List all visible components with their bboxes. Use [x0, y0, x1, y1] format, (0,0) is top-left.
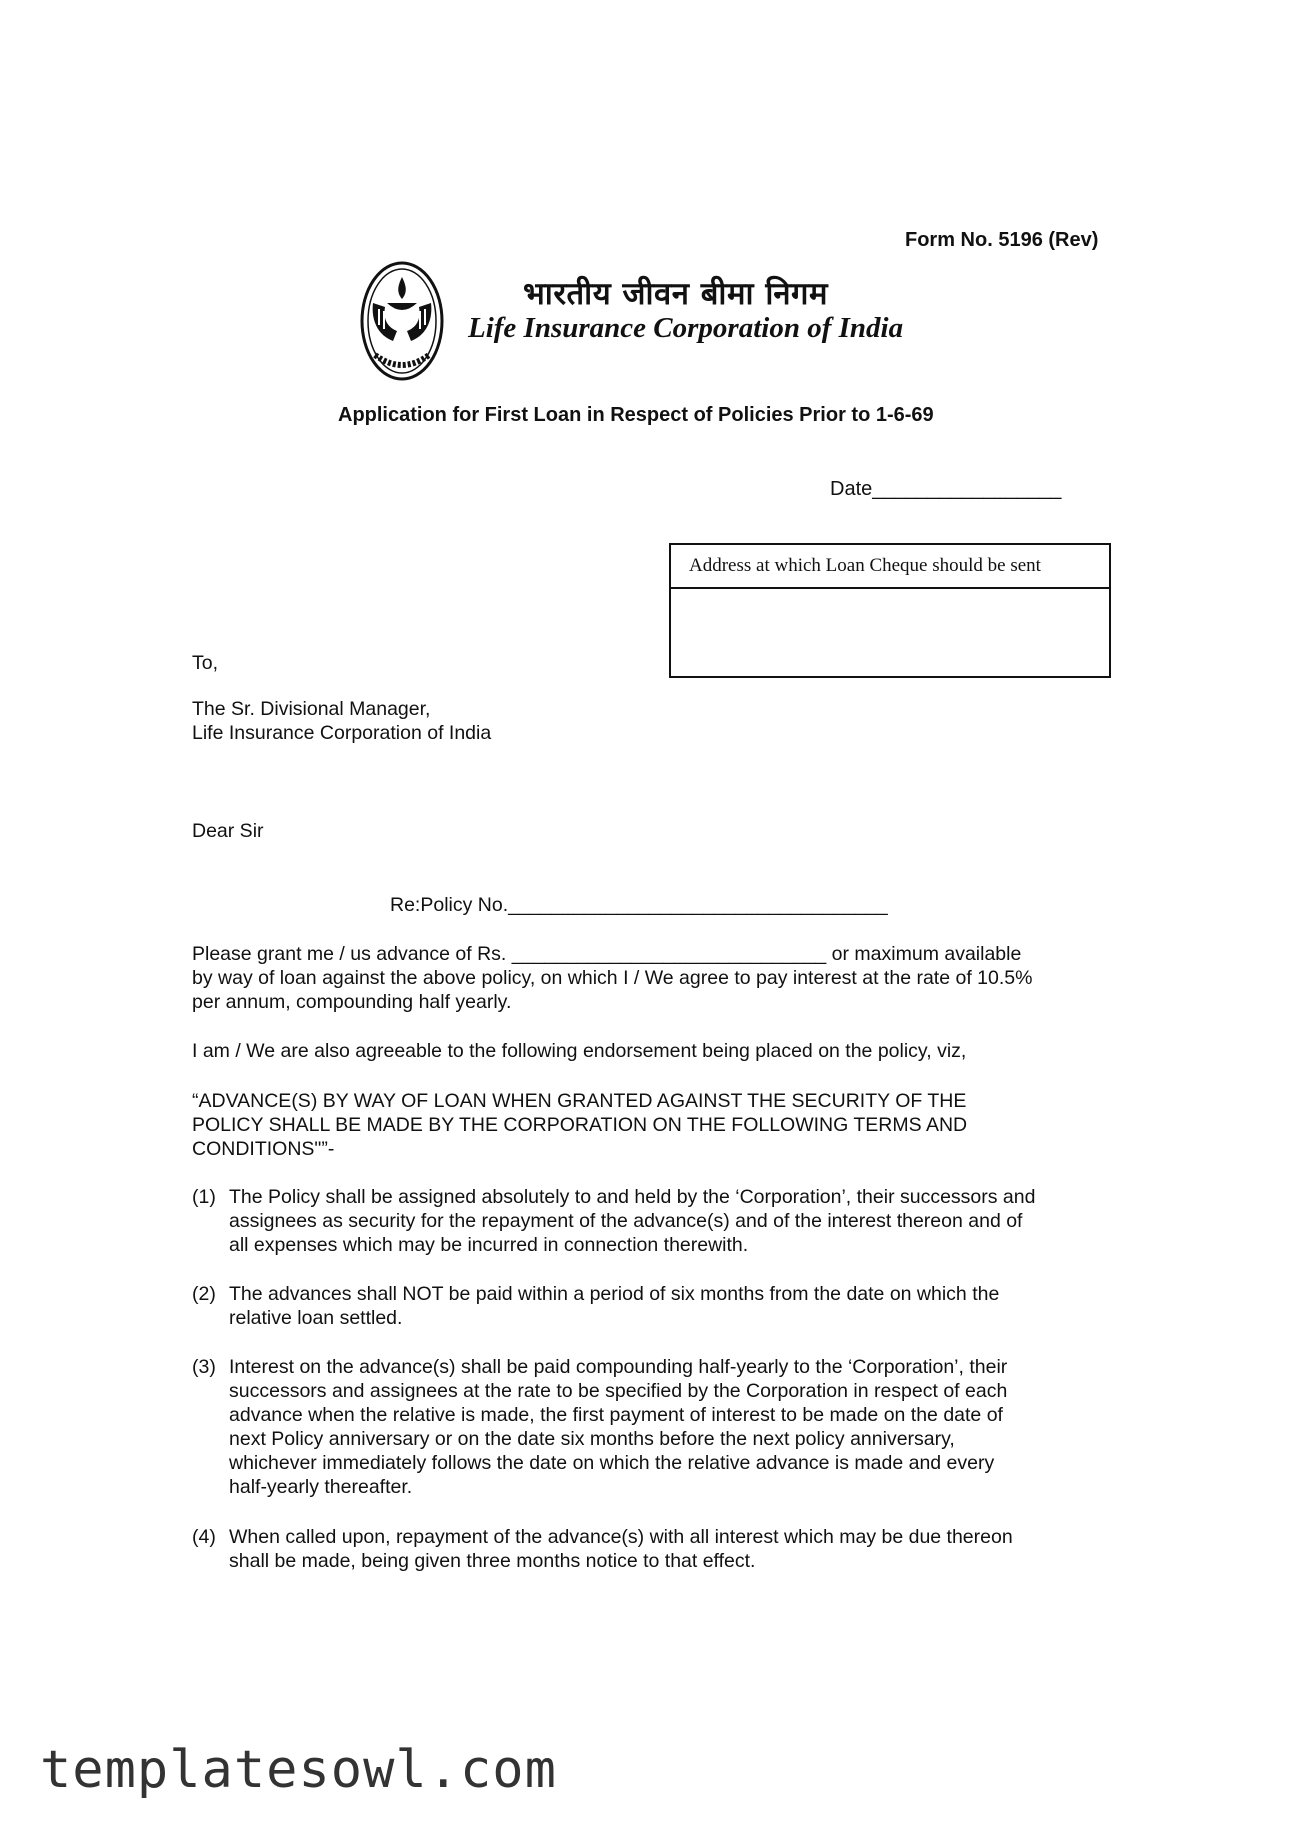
- clause-number: (1): [192, 1186, 216, 1208]
- clause-number: (4): [192, 1526, 216, 1548]
- paragraph-line: per annum, compounding half yearly.: [192, 991, 512, 1013]
- loan-request-paragraph: [192, 942, 1112, 1014]
- address-box-header: Address at which Loan Cheque should be sent: [671, 545, 1109, 589]
- clause-1: [192, 1185, 1112, 1257]
- clause-line: The Policy shall be assigned absolutely to and held by the ‘Corporation’, their successors and: [229, 1186, 1036, 1208]
- endorsement-line: CONDITIONS"”-: [192, 1138, 335, 1160]
- clause-line: half-yearly thereafter.: [229, 1476, 413, 1498]
- address-box: [669, 543, 1111, 678]
- endorsement-line: POLICY SHALL BE MADE BY THE CORPORATION ON THE FOLLOWING TERMS AND: [192, 1114, 968, 1136]
- lic-emblem-logo: [357, 259, 447, 383]
- clause-line: relative loan settled.: [229, 1307, 403, 1329]
- policy-number-field[interactable]: Re:Policy No.___________________________________: [390, 894, 888, 916]
- form-number: Form No. 5196 (Rev): [905, 229, 1099, 251]
- addressee: [192, 697, 491, 745]
- paragraph-line: Please grant me / us advance of Rs. _____________________________ or maximum available: [192, 943, 1022, 965]
- clause-line: shall be made, being given three months notice to that effect.: [229, 1550, 756, 1572]
- logo-english-name: Life Insurance Corporation of India: [468, 312, 904, 344]
- addressee-line: Life Insurance Corporation of India: [192, 722, 492, 744]
- address-input-area[interactable]: [671, 589, 1109, 676]
- watermark: templatesowl.com: [40, 1740, 557, 1800]
- clause-line: The advances shall NOT be paid within a period of six months from the date on which the: [229, 1283, 1000, 1305]
- logo-hindi-name: भारतीय जीवन बीमा निगम: [523, 276, 829, 312]
- clause-line: advance when the relative is made, the first payment of interest to be made on the date of: [229, 1404, 1003, 1426]
- endorsement-text: [192, 1089, 1072, 1161]
- form-title: Application for First Loan in Respect of Policies Prior to 1-6-69: [338, 404, 934, 426]
- clause-line: When called upon, repayment of the advance(s) with all interest which may be due thereon: [229, 1526, 1013, 1548]
- clause-number: (3): [192, 1356, 216, 1378]
- addressee-line: The Sr. Divisional Manager,: [192, 698, 431, 720]
- clause-line: whichever immediately follows the date on which the relative advance is made and every: [229, 1452, 995, 1474]
- to-label: To,: [192, 652, 219, 674]
- endorsement-line: “ADVANCE(S) BY WAY OF LOAN WHEN GRANTED AGAINST THE SECURITY OF THE: [192, 1090, 967, 1112]
- clause-line: assignees as security for the repayment of the advance(s) and of the interest thereon and of: [229, 1210, 1023, 1232]
- date-field[interactable]: Date_________________: [830, 478, 1062, 500]
- clause-line: all expenses which may be incurred in connection therewith.: [229, 1234, 749, 1256]
- clause-4: [192, 1525, 1112, 1573]
- endorsement-intro: I am / We are also agreeable to the following endorsement being placed on the policy, viz,: [192, 1040, 967, 1062]
- clause-line: Interest on the advance(s) shall be paid compounding half-yearly to the ‘Corporation’, their: [229, 1356, 1008, 1378]
- clause-3: [192, 1355, 1112, 1499]
- clause-2: [192, 1282, 1112, 1330]
- clause-number: (2): [192, 1283, 216, 1305]
- clause-line: next Policy anniversary or on the date six months before the next policy anniversary,: [229, 1428, 955, 1450]
- salutation: Dear Sir: [192, 820, 264, 842]
- clause-line: successors and assignees at the rate to be specified by the Corporation in respect of each: [229, 1380, 1008, 1402]
- paragraph-line: by way of loan against the above policy, on which I / We agree to pay interest at the rate of 10.5%: [192, 967, 1033, 989]
